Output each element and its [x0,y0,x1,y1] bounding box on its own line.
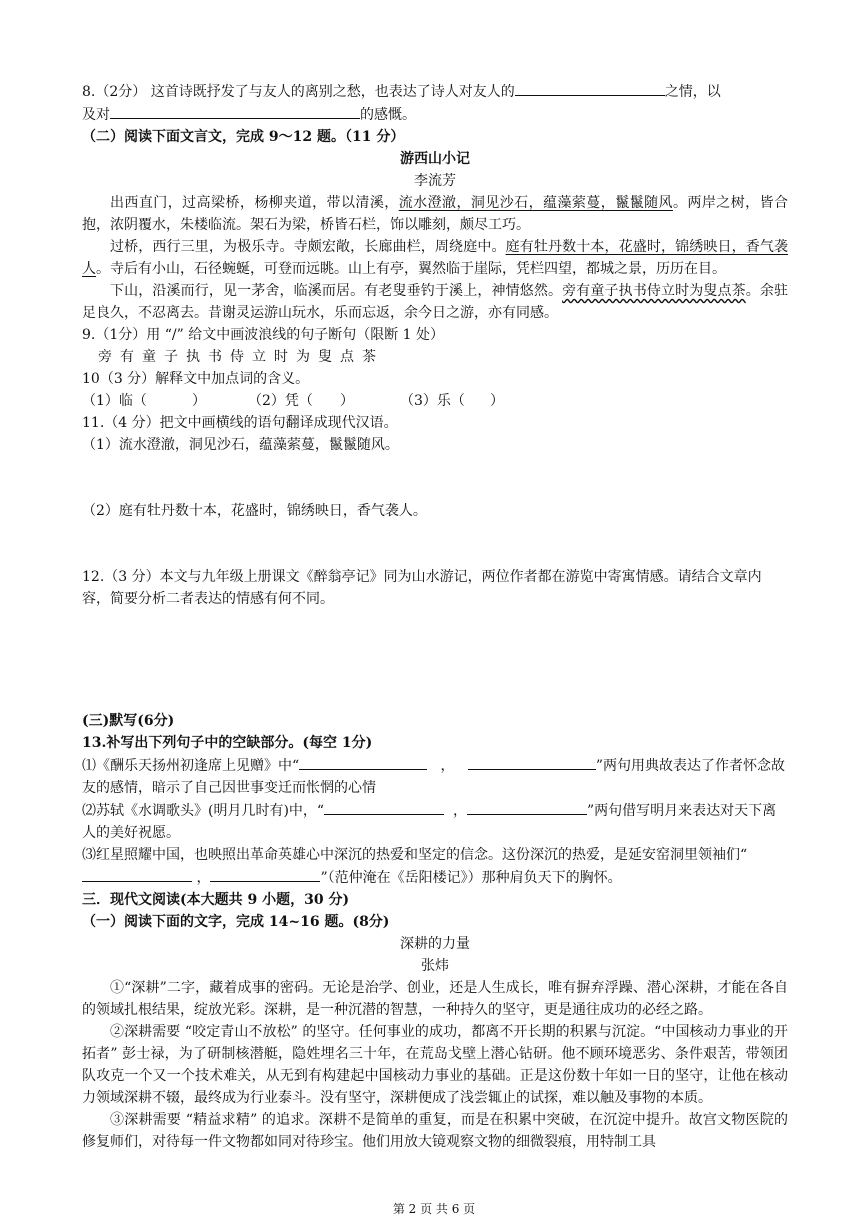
q8-text-d: 的感慨。 [360,107,416,123]
q8-text-a: 8.（2分） 这首诗既抒发了与友人的离别之愁，也表达了诗人对友人的 [82,84,515,100]
p3-wavy-sentence: 旁有童子执书侍立时为叟点茶 [562,283,746,299]
page-footer: 第 2 页 共 6 页 [392,1202,476,1216]
q8-line2 [82,103,788,126]
q10-item-1 [82,390,192,412]
p2-text-a: 过桥，西行三里，为极乐寺。寺颇宏敞，长廊曲栏，周绕庭中。 [110,239,506,255]
q12-prompt: 12.（3 分）本文与九年级上册课文《醉翁亭记》同为山水游记，两位作者都在游览中寄寓情感。请结合文章内容，简要分析二者表达的情感有何不同。 [82,569,762,607]
part3-heading: 三．现代文阅读(本大题共 9 小题，30 分) [82,892,350,908]
article-paragraph-3 [82,280,788,324]
p3-text-a: 下山，沿溪而行，见一茅舍，临溪而居。有老叟垂钓于溪上，神情悠然。 [110,283,563,299]
article-paragraph-2 [82,236,788,280]
q12-answer-space[interactable] [82,610,788,710]
q10-item-3-close: ） [490,393,504,409]
q9-sentence: 旁有童子执书侍立时为叟点茶 [98,349,384,365]
exam-page [82,80,788,1153]
q10-item-1-close: ） [192,393,206,409]
q8-blank-1[interactable] [515,80,665,96]
q13-blank-4[interactable] [467,799,587,815]
q13-item-1-b: ”两句用典故表达了作者怀念故友的感情，暗示了自己因世事变迁而怅惘的心情 [82,758,786,796]
article-paragraph-1 [82,192,788,236]
p3-text-b: 。余驻足良久，不忍离去。昔谢灵运游山玩水，乐而忘返，余今日之游，亦有同感。 [82,283,789,321]
q13-blank-6[interactable] [210,866,320,882]
q10-item-3-label: （3）乐（ [400,393,465,409]
q13-item-3-comma: ， [196,870,211,886]
q13-item-1-comma: ， [440,758,455,774]
section3-heading: (三)默写(6分) [82,713,175,729]
q13-item-3-a: ⑶红星照耀中国，也映照出革命英雄心中深沉的热爱和坚定的信念。这份深沉的热爱，是延安窑洞里领袖们“ [82,847,748,863]
article-title: 游西山小记 [400,151,470,167]
q11-answer-space-2[interactable] [82,522,788,566]
q10-item-2-label: （2）凭（ [248,393,313,409]
p2-underlined-sentence: 庭有牡丹数十本，花盛时，锦绣映日，香气袭人 [82,239,789,277]
p1-underlined-sentence: 流水澄澈，洞见沙石，蕴藻萦蔓，鬣鬣随风 [398,195,673,211]
q13-item-3 [82,844,788,889]
q10-item-1-label: （1）临（ [82,393,147,409]
section2-heading: （二）阅读下面文言文，完成 9～12 题。（11 分） [82,129,405,145]
p2-text-b: 。寺后有小山，石径蜿蜒，可登而远眺。山上有亭，翼然临于崖际，凭栏四望，都城之景，历历在目。 [96,261,726,277]
q11-prompt: 11.（4 分）把文中画横线的语句翻译成现代汉语。 [82,415,398,431]
q10-items [82,390,788,412]
q9-prompt: 9.（1分）用 “/” 给文中画波浪线的句子断句（限断 1 处） [82,327,445,343]
q8-line1 [82,80,788,103]
essay-author: 张炜 [421,958,449,974]
part3-sub-heading: （一）阅读下面的文字，完成 14~16 题。(8分) [82,914,390,930]
q10-item-2-close: ） [340,393,354,409]
q11-item-2: （2）庭有牡丹数十本，花盛时，锦绣映日，香气袭人。 [82,503,427,519]
q8-text-c: 及对 [82,107,110,123]
q13-blank-5[interactable] [82,866,192,882]
q13-item-2-a: ⑵苏轼《水调歌头》(明月几时有)中，“ [82,803,325,819]
q10-prompt: 10（3 分）解释文中加点词的含义。 [82,371,310,387]
q13-item-1-a: ⑴《酬乐天扬州初逢席上见赠》中“ [82,758,300,774]
q11-answer-space-1[interactable] [82,456,788,500]
article-author: 李流芳 [414,173,456,189]
q8-text-b: 之情，以 [664,84,721,100]
essay-title: 深耕的力量 [400,936,470,952]
q13-item-2-comma: ， [453,803,467,819]
q13-item-2 [82,799,788,844]
p1-text-a: 出西直门，过高梁桥，杨柳夹道，带以清溪， [110,195,399,211]
q8-blank-2[interactable] [110,103,360,119]
q13-item-1 [82,754,788,799]
essay-paragraph-3: ③深耕需要 “精益求精” 的追求。深耕不是简单的重复，而是在积累中突破，在沉淀中提升。故宫文物医院的修复师们，对待每一件文物都如同对待珍宝。他们用放大镜观察文物的细微裂痕，用特制工具 [82,1112,788,1150]
q13-item-3-b: ”（范仲淹在《岳阳楼记》）那种肩负天下的胸怀。 [320,870,622,886]
q13-blank-1[interactable] [299,754,427,770]
essay-paragraph-2: ②深耕需要 “咬定青山不放松” 的坚守。任何事业的成功，都离不开长期的积累与沉淀。“中国核动力事业的开拓者” 彭士禄，为了研制核潜艇，隐姓埋名三十年，在荒岛戈壁上潜心钻研。他不顾环境恶劣、条件艰苦，带领团队攻克一个又一个技术难关，从无到有构建起中国核动力事业的基础。正是这份数十年如一日的坚守，让他在核动力领域深耕不辍，最终成为行业泰斗。没有坚守，深耕便成了浅尝辄止的试探，难以触及事物的本质。 [82,1024,788,1106]
q13-blank-2[interactable] [468,754,596,770]
q11-item-1: （1）流水澄澈，洞见沙石，蕴藻萦蔓，鬣鬣随风。 [82,437,399,453]
p1-text-b: 。两岸之树，皆合抱，浓阴覆水，朱楼临流。架石为梁，桥皆石栏，饰以雕刻，颇尽工巧。 [82,195,789,233]
q13-item-2-b: ”两句借写明月来表达对天下离人的美好祝愿。 [82,803,777,841]
essay-paragraph-1: ①“深耕”二字，藏着成事的密码。无论是治学、创业，还是人生成长，唯有摒弃浮躁、潜心深耕，才能在各自的领域扎根结果，绽放光彩。深耕，是一种沉潜的智慧，一种持久的坚守，更是通往成功的必经之路。 [82,980,788,1018]
q13-prompt: 13.补写出下列句子中的空缺部分。(每空 1分) [82,735,373,751]
q13-blank-3[interactable] [324,799,444,815]
